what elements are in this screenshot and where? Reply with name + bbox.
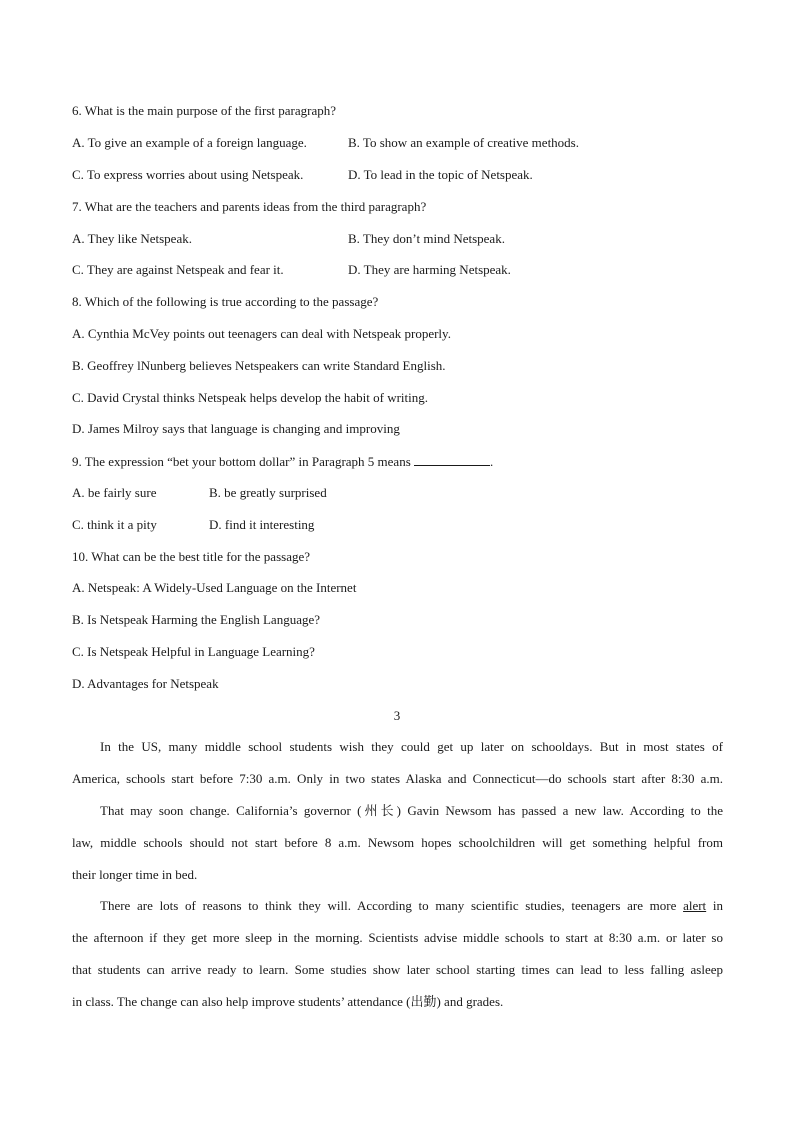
question-7-stem: 7. What are the teachers and parents ideas from the third paragraph? — [72, 199, 427, 214]
passage-p1-line1: In the US, many middle school students wish they could get up later on schooldays. But in most states of — [100, 739, 723, 754]
question-8-option-a: A. Cynthia McVey points out teenagers can deal with Netspeak properly. — [72, 326, 451, 341]
question-9-stem — [72, 453, 493, 470]
passage-p3-line1 — [100, 898, 723, 914]
passage-p2-line3: their longer time in bed. — [72, 867, 198, 882]
question-6-option-d: D. To lead in the topic of Netspeak. — [348, 167, 533, 182]
answer-blank — [414, 453, 490, 466]
passage-p1-line2: America, schools start before 7:30 a.m. Only in two states Alaska and Connecticut—do schools start after 8:30 a.m. — [72, 771, 723, 786]
question-9-option-a: A. be fairly sure — [72, 485, 157, 500]
question-8-stem: 8. Which of the following is true according to the passage? — [72, 294, 379, 309]
question-7-option-c: C. They are against Netspeak and fear it. — [72, 262, 284, 277]
question-9-stem-end: . — [490, 454, 494, 469]
underlined-word: alert — [683, 898, 707, 913]
passage-p3-line2: the afternoon if they get more sleep in the morning. Scientists advise middle schools to start at 8:30 a.m. or later so — [72, 930, 723, 945]
question-9-option-c: C. think it a pity — [72, 517, 157, 532]
question-7-option-d: D. They are harming Netspeak. — [348, 262, 511, 277]
passage-p3-line1-text: There are lots of reasons to think they will. According to many scientific studies, teenagers are more — [100, 898, 684, 913]
passage-p2-line1: That may soon change. California’s governor (州长) Gavin Newsom has passed a new law. According to the — [100, 803, 723, 818]
passage-p3-line3: that students can arrive ready to learn. Some studies show later school starting times can lead to less falling asleep — [72, 962, 723, 977]
question-6-stem: 6. What is the main purpose of the first paragraph? — [72, 103, 337, 118]
question-8-option-d: D. James Milroy says that language is changing and improving — [72, 421, 400, 436]
question-10-stem: 10. What can be the best title for the passage? — [72, 549, 311, 564]
question-7-option-b: B. They don’t mind Netspeak. — [348, 231, 505, 246]
question-9-option-d: D. find it interesting — [209, 517, 315, 532]
question-10-option-d: D. Advantages for Netspeak — [72, 676, 219, 691]
question-6-option-b: B. To show an example of creative methods. — [348, 135, 579, 150]
question-10-option-c: C. Is Netspeak Helpful in Language Learning? — [72, 644, 315, 659]
passage-p2-line2: law, middle schools should not start before 8 a.m. Newsom hopes schoolchildren will get something helpful from — [72, 835, 723, 850]
question-8-option-c: C. David Crystal thinks Netspeak helps develop the habit of writing. — [72, 390, 428, 405]
passage-p3-line4: in class. The change can also help improve students’ attendance (出勤) and grades. — [72, 994, 504, 1009]
question-9-stem-text: 9. The expression “bet your bottom dollar” in Paragraph 5 means — [72, 454, 415, 469]
section-number: 3 — [393, 708, 401, 723]
passage-p3-line1-end: in — [706, 898, 723, 913]
question-7-option-a: A. They like Netspeak. — [72, 231, 192, 246]
question-6-option-a: A. To give an example of a foreign language. — [72, 135, 307, 150]
question-6-option-c: C. To express worries about using Netspeak. — [72, 167, 304, 182]
question-8-option-b: B. Geoffrey lNunberg believes Netspeakers can write Standard English. — [72, 358, 446, 373]
question-9-option-b: B. be greatly surprised — [209, 485, 327, 500]
question-10-option-b: B. Is Netspeak Harming the English Language? — [72, 612, 321, 627]
question-10-option-a: A. Netspeak: A Widely-Used Language on the Internet — [72, 580, 357, 595]
